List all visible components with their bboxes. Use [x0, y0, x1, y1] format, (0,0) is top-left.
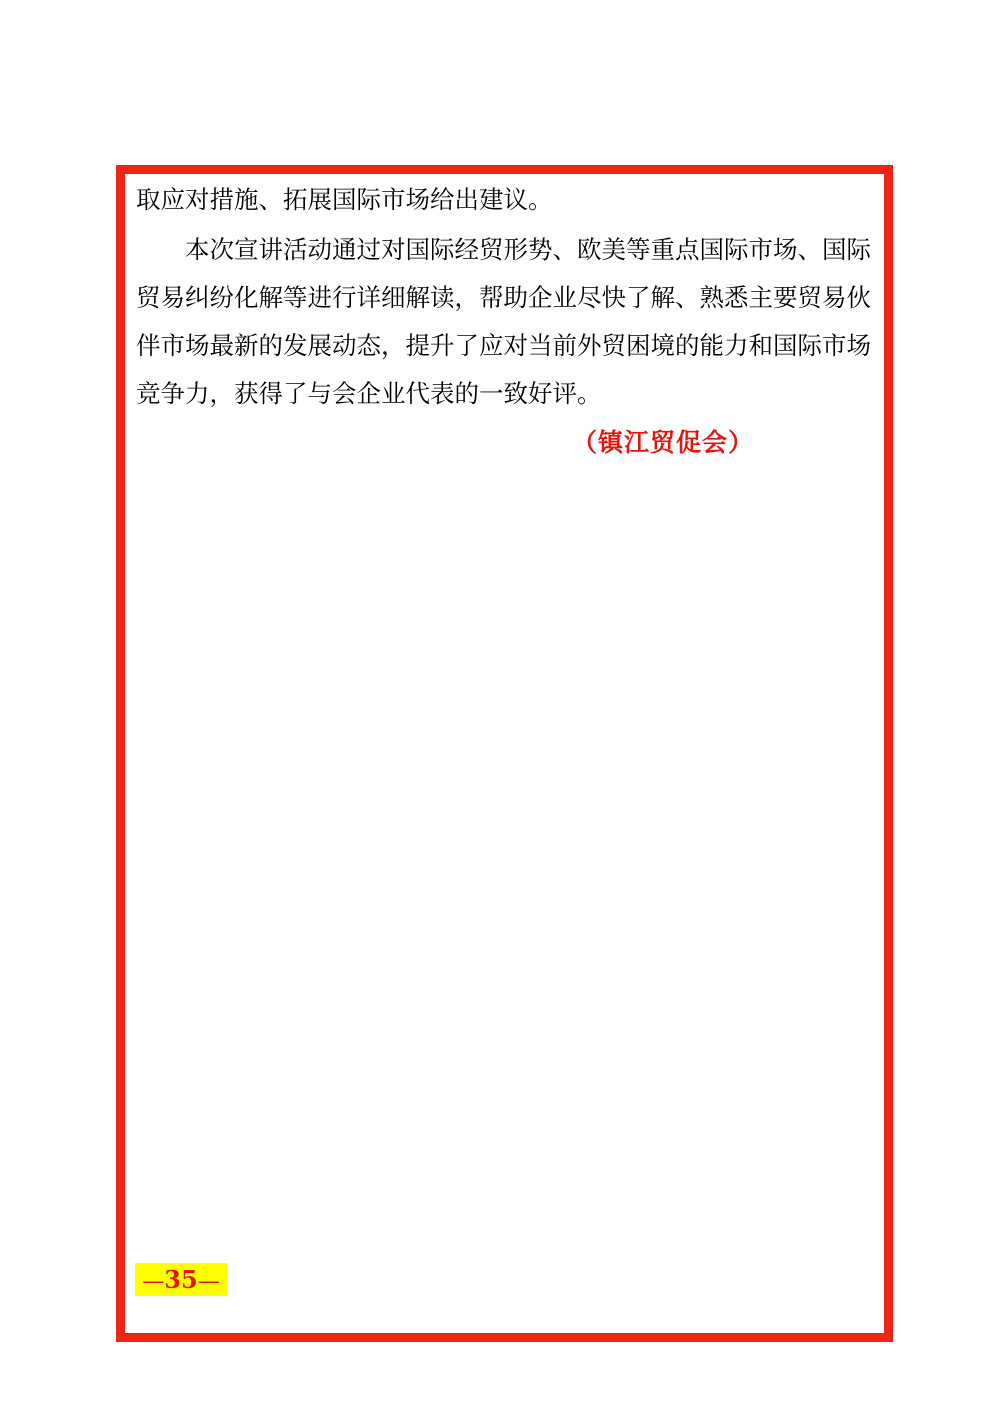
body-paragraph-2: 本次宣讲活动通过对国际经贸形势、欧美等重点国际市场、国际贸易纠纷化解等进行详细解读，帮助企业尽快了解、熟悉主要贸易伙伴市场最新的发展动态，提升了应对当前外贸困境的能力和国际市场竞争力，获得了与会企业代表的一致好评。 [136, 235, 871, 408]
source-attribution: （镇江贸促会） [572, 428, 755, 457]
page-number-dash-right: — [197, 1269, 220, 1294]
page-number: 35 [164, 1265, 198, 1294]
page-number-badge [135, 1263, 227, 1296]
body-paragraph-1: 取应对措施、拓展国际市场给出建议。 [136, 185, 553, 214]
page-number-dash-left: — [142, 1269, 165, 1294]
